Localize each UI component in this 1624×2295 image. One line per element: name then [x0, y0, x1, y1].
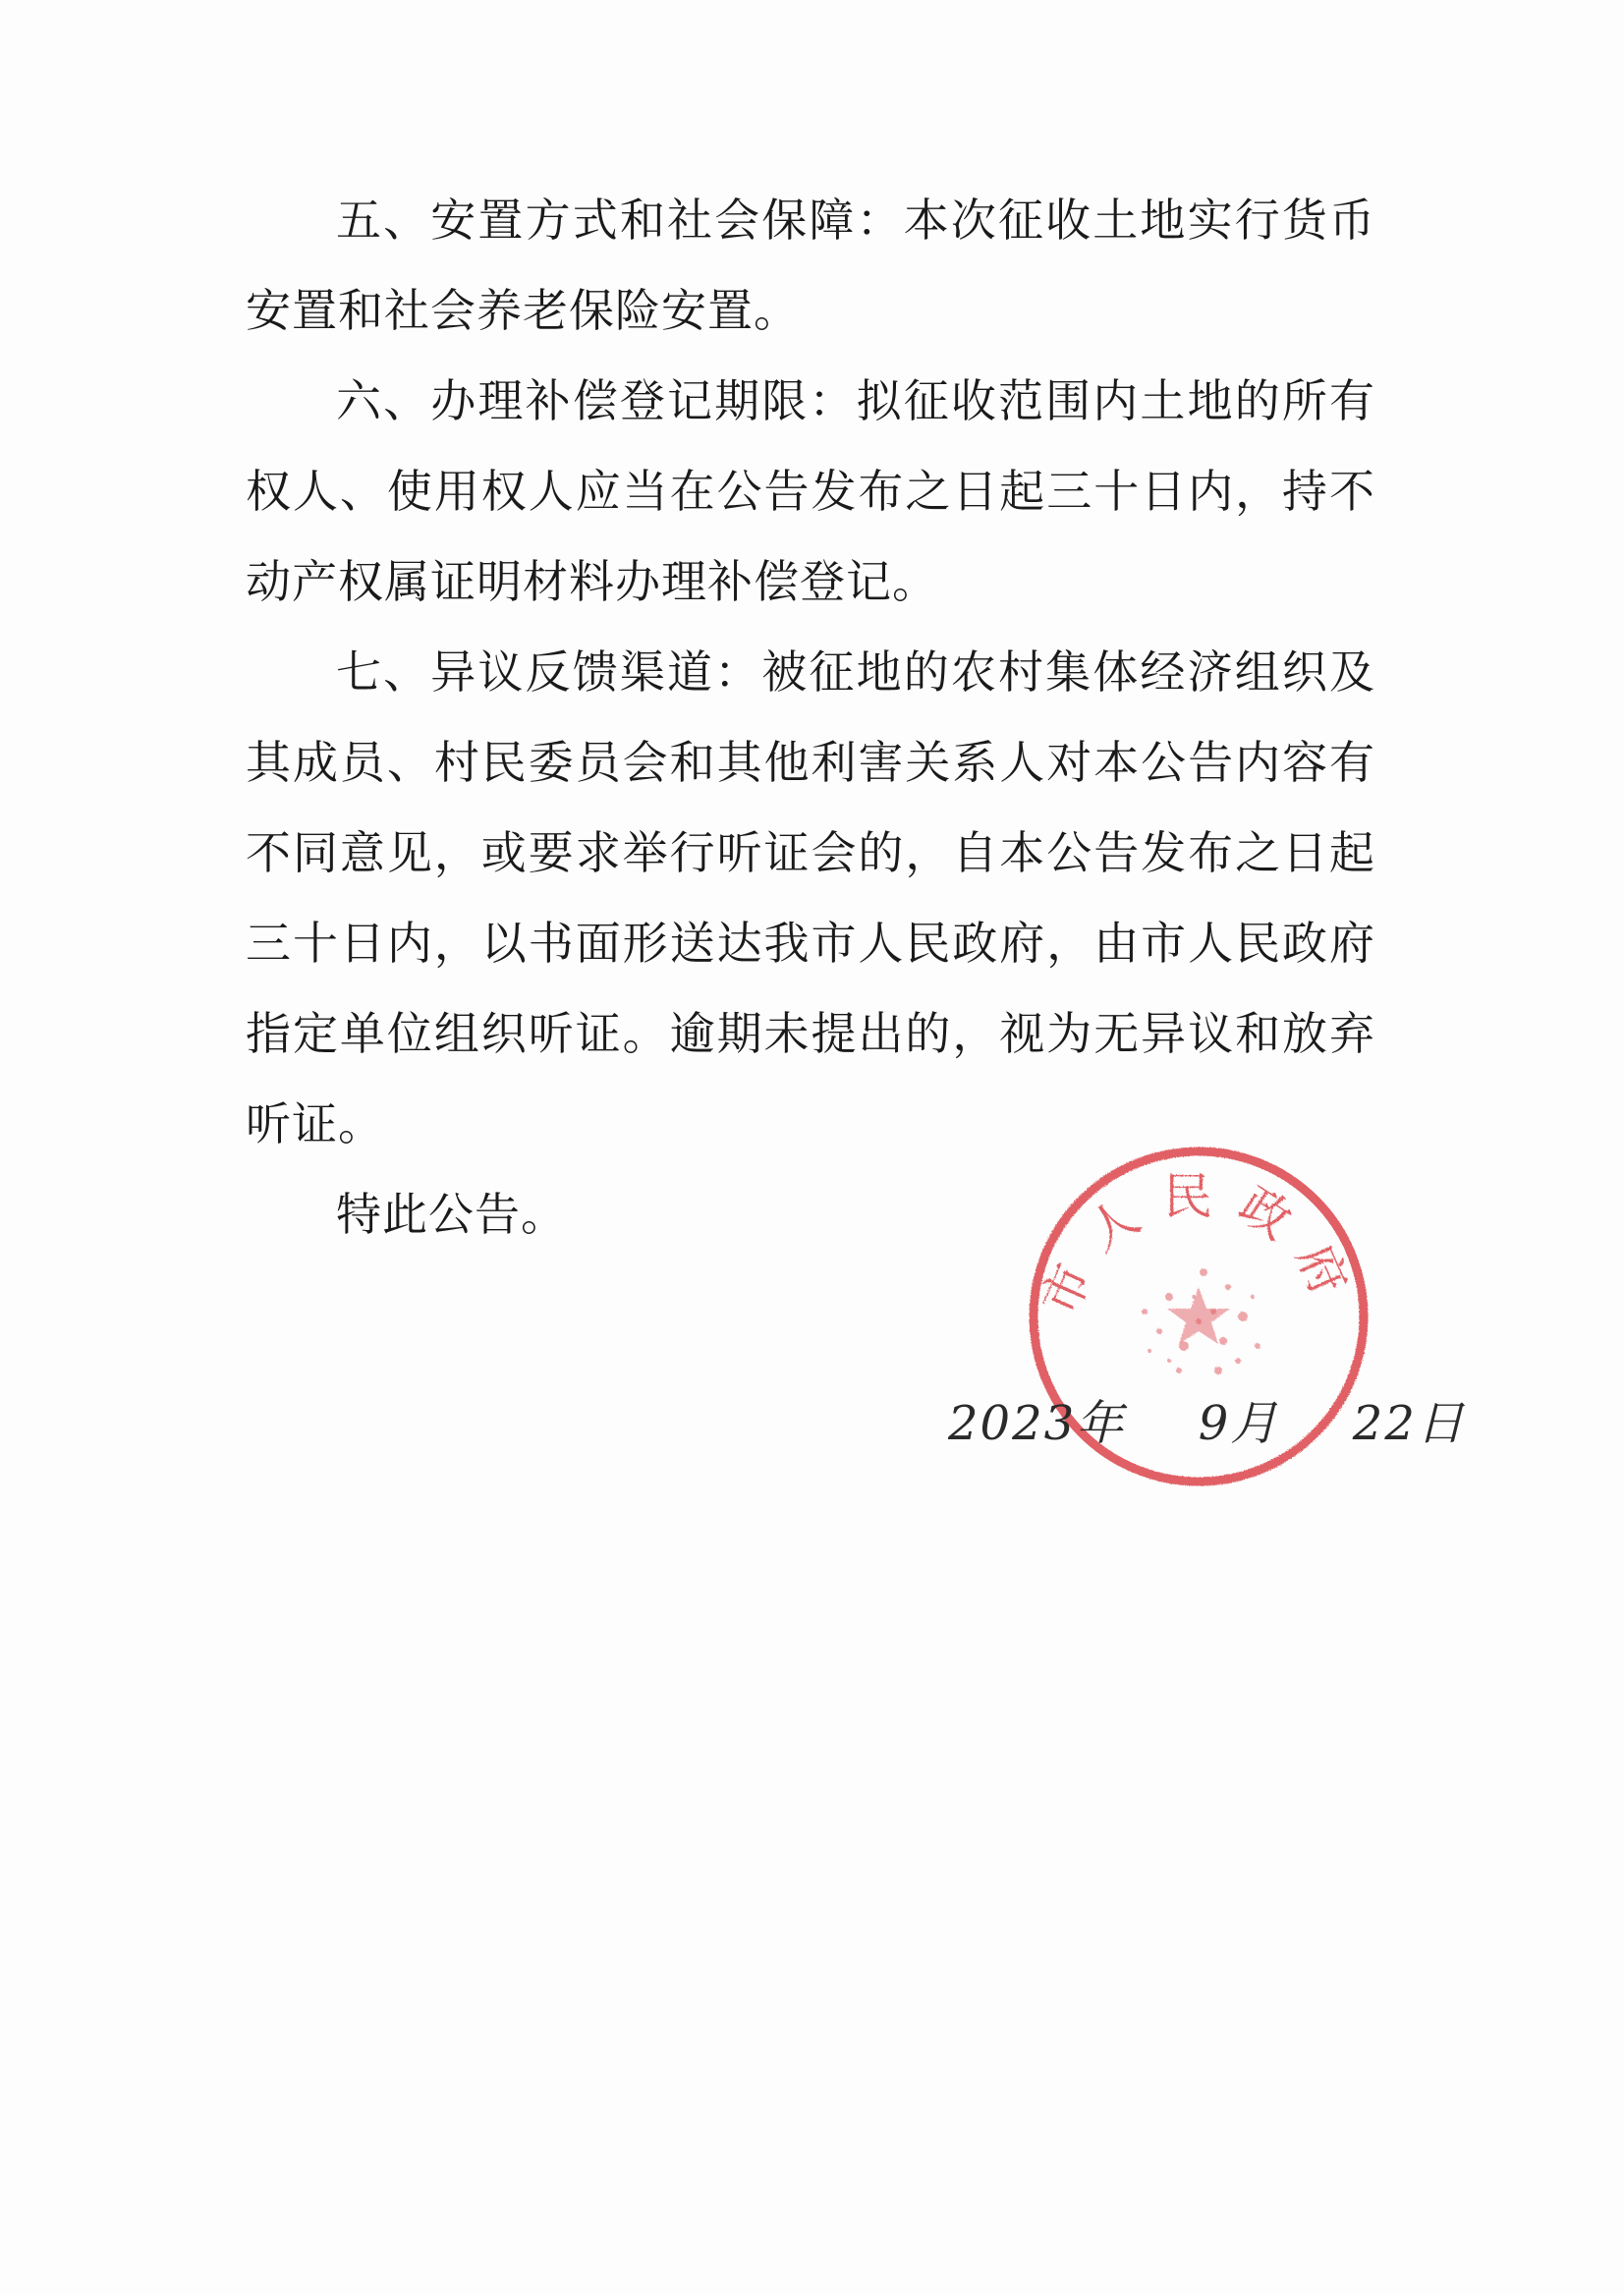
date-day: 22日 [1352, 1396, 1466, 1451]
paragraph-resettlement: 五、安置方式和社会保障：本次征收土地实行货币安置和社会养老保险安置。 [246, 194, 1375, 337]
paragraph-registration-deadline: 六、办理补偿登记期限：拟征收范围内土地的所有权人、使用权人应当在公告发布之日起三十日内，持不动产权属证明材料办理补偿登记。 [246, 374, 1375, 608]
seal-text: 市人民政府 [1031, 1168, 1367, 1324]
notice-body [246, 175, 1375, 1259]
paragraph-objection-channel: 七、异议反馈渠道：被征地的农村集体经济组织及其成员、村民委员会和其他利害关系人对本公告内容有不同意见，或要求举行听证会的，自本公告发布之日起三十日内，以书面形送达我市人民政府，由市人民政府指定单位组织听证。逾期未提出的，视为无异议和放弃听证。 [246, 645, 1375, 1150]
date-month: 9月 [1198, 1396, 1280, 1451]
closing-statement: 特此公告。 [336, 1188, 567, 1241]
signature-date [948, 1385, 1466, 1453]
date-year: 2023年 [948, 1396, 1126, 1451]
